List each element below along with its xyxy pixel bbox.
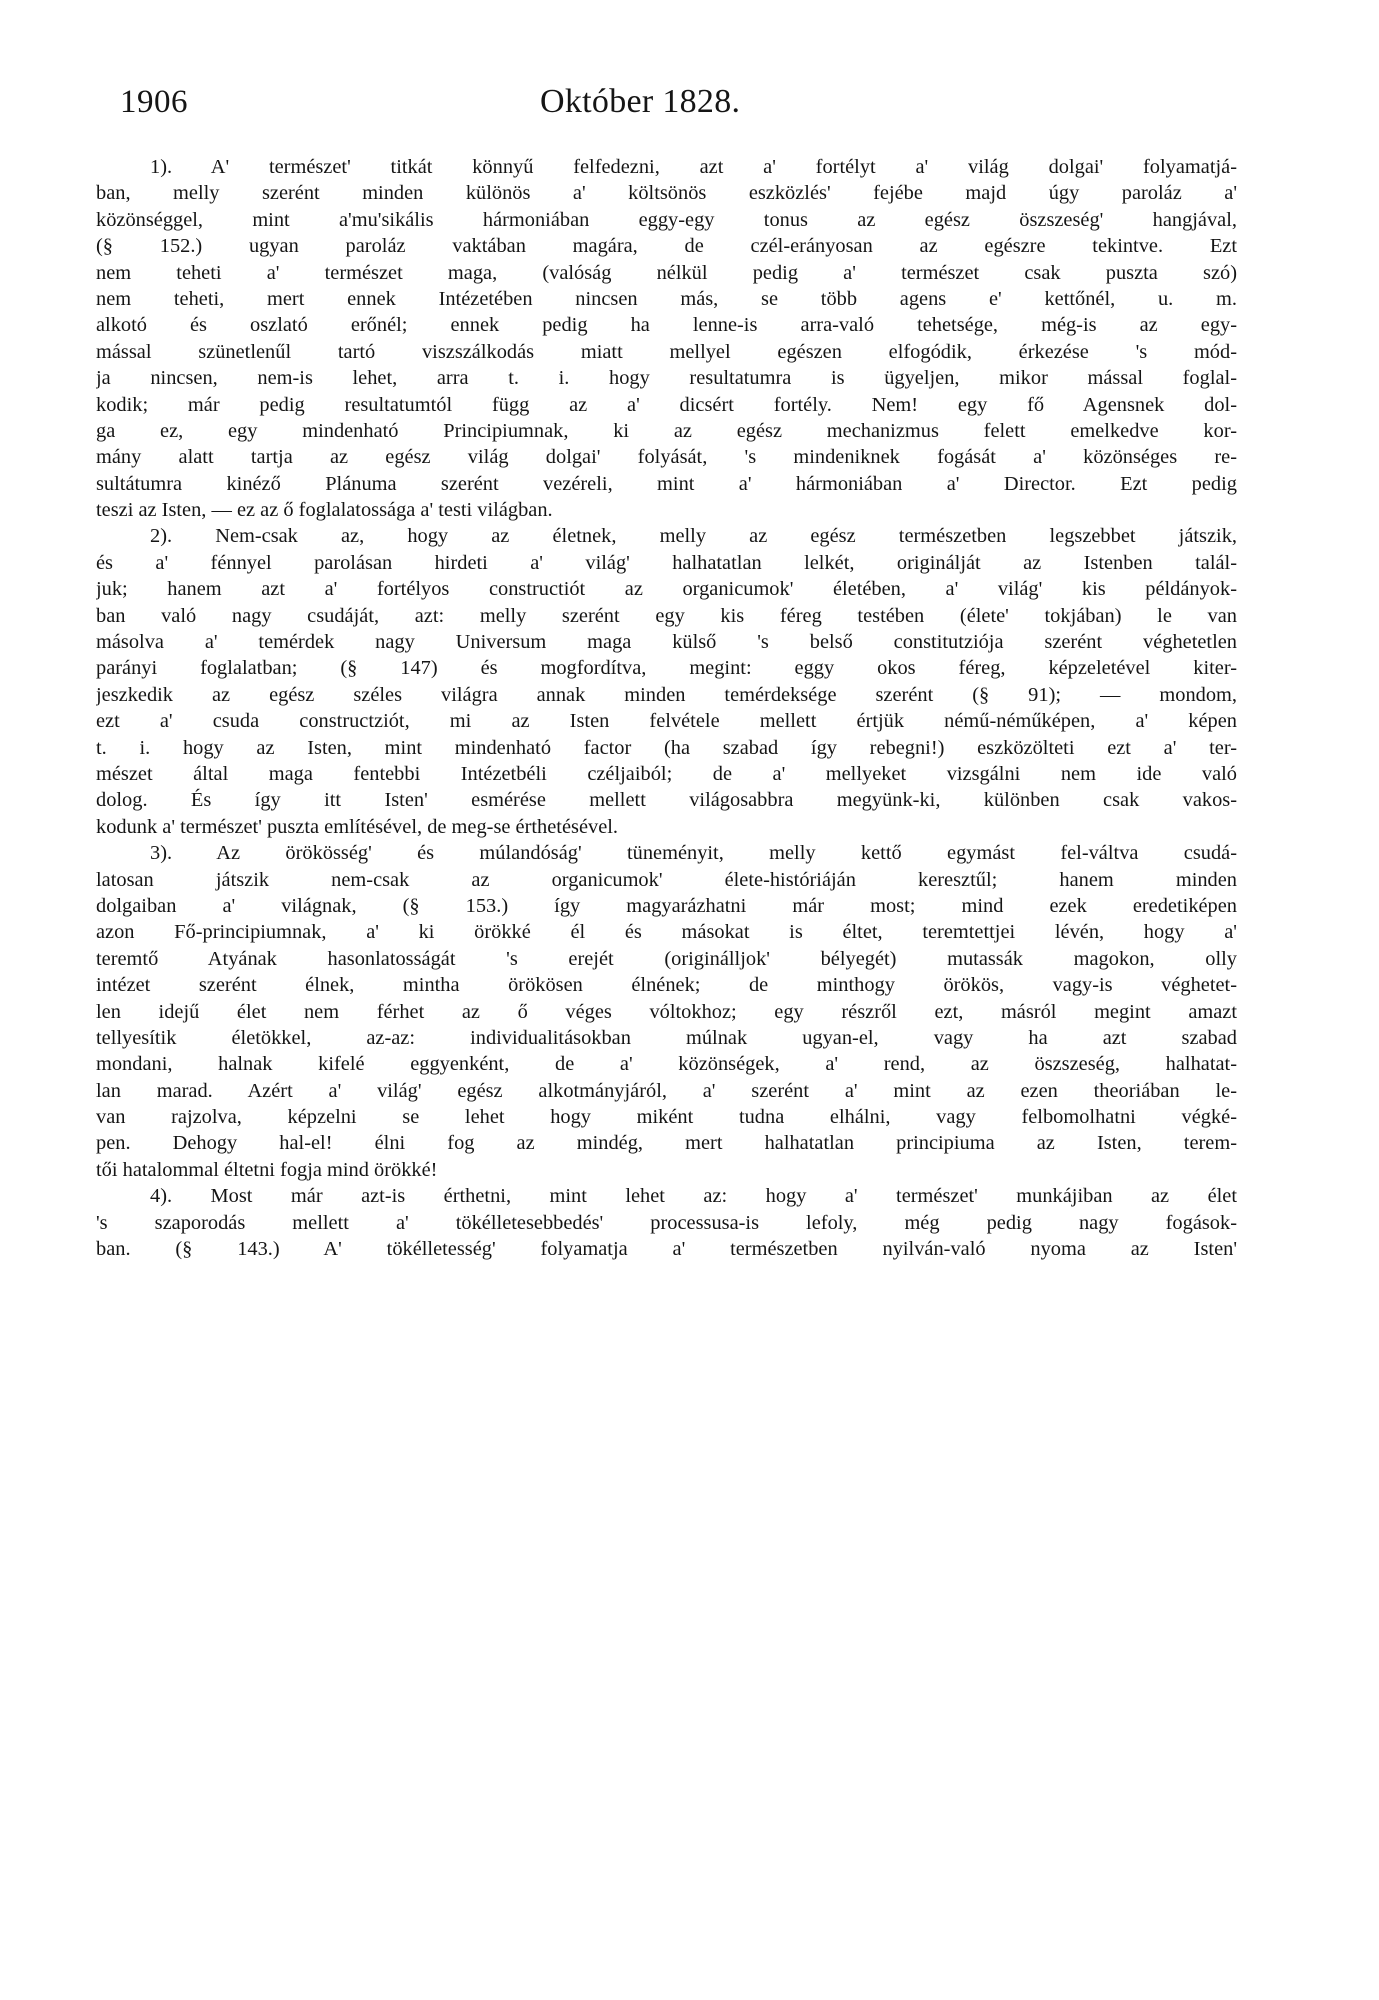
text-line: közönséggel, mint a'mu'sikális hármoniában eggy-egy tonus az egész öszszeség' hangjával, [96,208,1237,231]
text-line: parányi foglalatban; (§ 147) és mogfordítva, megint: eggy okos féreg, képzeletével kiter- [96,657,1237,680]
text-line: ban. (§ 143.) A' tökélletesség' folyamatja a' természetben nyilván-való nyoma az Isten' [96,1238,1237,1261]
page-number: 1906 [120,84,188,120]
text-line: lan marad. Azért a' világ' egész alkotmányjáról, a' szerént a' mint az ezen theoriában le- [96,1079,1237,1102]
text-line: ban való nagy csudáját, azt: melly szerént egy kis féreg testében (élete' tokjában) le van [96,604,1237,627]
text-line: ja nincsen, nem-is lehet, arra t. i. hogy resultatumra is ügyeljen, mikor mással foglal- [96,367,1237,390]
text-line: dolgaiban a' világnak, (§ 153.) így magyarázhatni már most; mind ezek eredetiképen [96,894,1237,917]
text-line: kodik; már pedig resultatumtól függ az a' dicsért fortély. Nem! egy fő Agensnek dol- [96,393,1237,416]
text-line: sultátumra kinéző Plánuma szerént vezéreli, mint a' hármoniában a' Director. Ezt pedig [96,472,1237,495]
text-line: teremtő Atyának hasonlatosságát 's erejét (originálljok' bélyegét) mutassák magokon, olly [96,947,1237,970]
text-line: t. i. hogy az Isten, mint mindenható factor (ha szabad így rebegni!) eszközölteti ezt a' ter- [96,736,1237,759]
text-line: 1). A' természet' titkát könnyű felfedezni, azt a' fortélyt a' világ dolgai' folyamatjá- [150,156,1237,178]
text-line: teszi az Isten, — ez az ő foglalatossága a' testi világban. [96,499,553,522]
text-line: és a' fénnyel parolásan hirdeti a' világ' halhatatlan lelkét, originálját az Istenben talál- [96,551,1237,574]
running-title: Október 1828. [540,83,741,120]
text-line: nem teheti, mert ennek Intézetében nincsen más, se több agens e' kettőnél, u. m. [96,287,1237,310]
text-line: másolva a' temérdek nagy Universum maga külső 's belső constitutziója szerént véghetetlen [96,631,1237,654]
text-line: ban, melly szerént minden különös a' költsönös eszközlés' fejébe majd úgy paroláz a' [96,182,1237,205]
text-line: jeszkedik az egész széles világra annak minden temérdeksége szerént (§ 91); — mondom, [96,683,1237,706]
text-line: (§ 152.) ugyan paroláz vaktában magára, de czél-erányosan az egészre tekintve. Ezt [96,235,1237,258]
text-line: mondani, halnak kifelé eggyenként, de a' közönségek, a' rend, az öszszeség, halhatat- [96,1053,1237,1076]
text-line: nem teheti a' természet maga, (valóság nélkül pedig a' természet csak puszta szó) [96,261,1237,284]
text-line: azon Fő-principiumnak, a' ki örökké él és másokat is éltet, teremtettjei lévén, hogy a' [96,921,1237,944]
text-line: pen. Dehogy hal-el! élni fog az mindég, mert halhatatlan principiuma az Isten, terem- [96,1132,1237,1155]
text-line: ga ez, egy mindenható Principiumnak, ki az egész mechanizmus felett emelkedve kor- [96,419,1237,442]
running-head [120,84,1230,124]
text-line: mány alatt tartja az egész világ dolgai' folyását, 's mindeniknek fogását a' közönséges re- [96,446,1237,469]
text-line: alkotó és oszlató erőnél; ennek pedig ha lenne-is arra-való tehetsége, még-is az egy- [96,314,1237,337]
text-line: 3). Az örökösség' és múlandóság' tüneményit, melly kettő egymást fel-váltva csudá- [150,842,1237,865]
text-line: tői hatalommal éltetni fogja mind örökké! [96,1158,438,1181]
text-line: juk; hanem azt a' fortélyos constructiót az organicumok' életében, a' világ' kis példányok- [96,578,1237,601]
text-line: latosan játszik nem-csak az organicumok' élete-históriáján keresztűl; hanem minden [96,868,1237,891]
text-line: len idejű élet nem férhet az ő véges vóltokhoz; egy részről ezt, másról megint amazt [96,1000,1237,1023]
text-line: tellyesítik életökkel, az-az: individualitásokban múlnak ugyan-el, vagy ha azt szabad [96,1026,1237,1049]
text-line: van rajzolva, képzelni se lehet hogy miként tudna elhálni, vagy felbomolhatni végké- [96,1106,1237,1129]
text-line: 2). Nem-csak az, hogy az életnek, melly az egész természetben legszebbet játszik, [150,525,1237,548]
body-text [96,154,1237,1262]
text-line: mészet által maga fentebbi Intézetbéli czéljaiból; de a' mellyeket vizsgálni nem ide való [96,762,1237,785]
text-line: intézet szerént élnek, mintha örökösen élnének; de minthogy örökös, vagy-is véghetet- [96,974,1237,997]
text-line: 's szaporodás mellett a' tökélletesebbedés' processusa-is lefoly, még pedig nagy fogások- [96,1211,1237,1234]
text-line: ezt a' csuda constructziót, mi az Isten felvétele mellett értjük némű-néműképen, a' képen [96,710,1237,733]
text-line: dolog. És így itt Isten' esmérése mellett világosabbra megyünk-ki, különben csak vakos- [96,789,1237,812]
text-line: mással szünetlenűl tartó viszszálkodás miatt mellyel egészen elfogódik, érkezése 's mód- [96,340,1237,363]
text-line: kodunk a' természet' puszta említésével, de meg-se érthetésével. [96,815,619,838]
text-line: 4). Most már azt-is érthetni, mint lehet az: hogy a' természet' munkájiban az élet [150,1185,1237,1208]
